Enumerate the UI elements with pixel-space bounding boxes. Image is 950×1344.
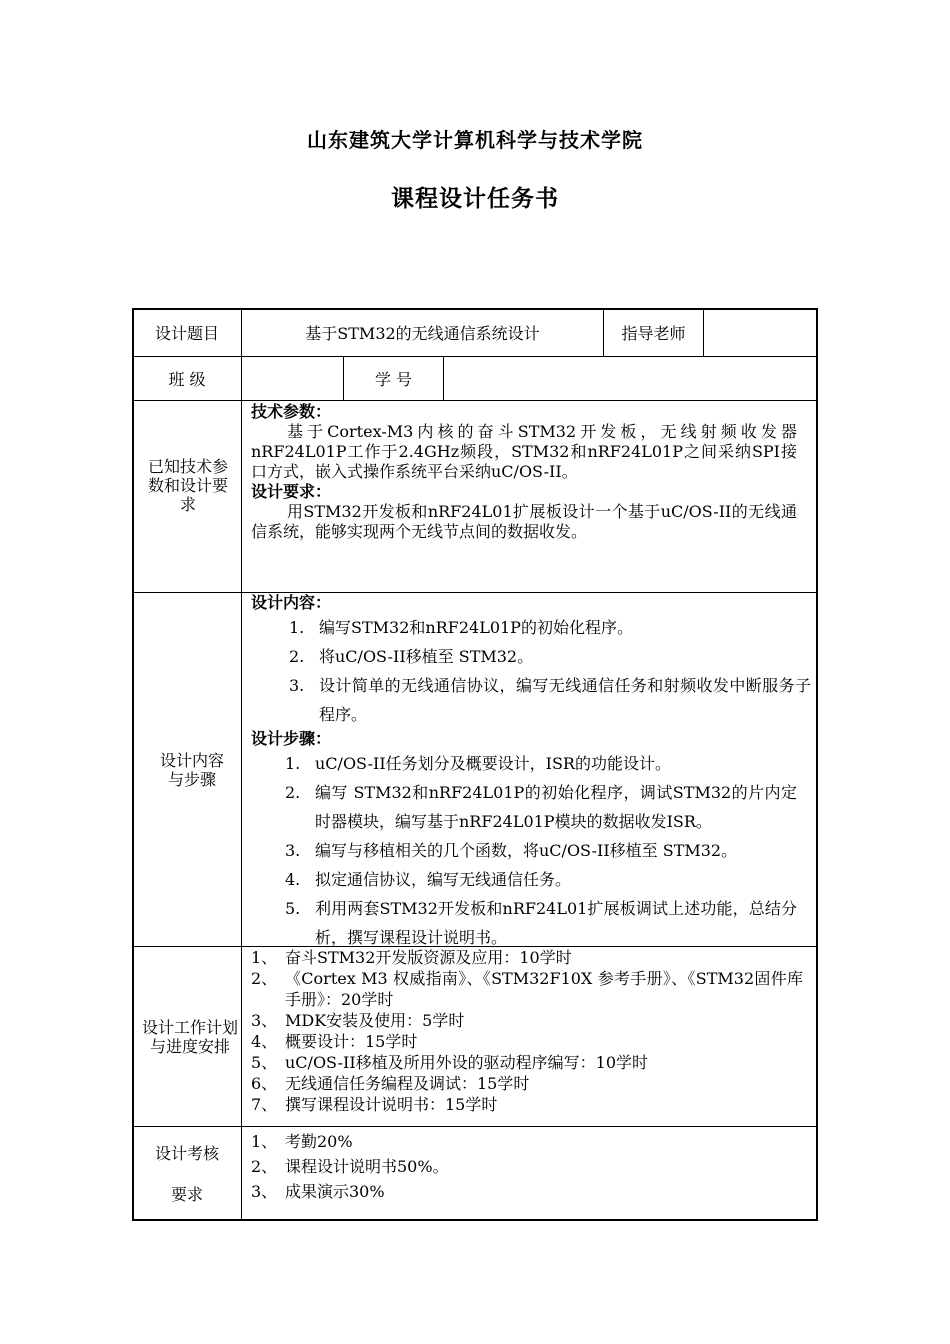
schedule-content	[251, 947, 803, 1115]
requirements-label: 已知技术参数和设计要求	[147, 456, 228, 514]
design-steps-heading: 设计步骤：	[251, 729, 332, 748]
schedule-item-number: 3、	[251, 1011, 278, 1030]
assessment-item	[251, 1129, 791, 1154]
schedule-item-text: 撰写课程设计说明书：15学时	[285, 1095, 498, 1114]
design-content-item	[289, 642, 811, 671]
design-content-item-text: 将uC/OS-II移植至 STM32。	[319, 647, 534, 666]
design-step-item-text: uC/OS-II任务划分及概要设计，ISR的功能设计。	[315, 754, 671, 773]
class-value[interactable]	[242, 357, 343, 400]
design-step-item-number: 1.	[285, 754, 301, 773]
design-step-item-number: 5.	[285, 899, 301, 918]
assessment-item	[251, 1154, 791, 1179]
school-name: 山东建筑大学计算机科学与技术学院	[307, 128, 643, 152]
advisor-value[interactable]	[704, 309, 817, 356]
schedule-item-number: 2、	[251, 969, 278, 988]
document-title: 课程设计任务书	[391, 185, 559, 212]
design-content-item	[289, 613, 811, 642]
design-step-item-text: 编写与移植相关的几个函数，将uC/OS-II移植至 STM32。	[315, 841, 738, 860]
topic-value: 基于STM32的无线通信系统设计	[305, 324, 540, 343]
schedule-label: 设计工作计划与进度安排	[141, 1017, 238, 1056]
label-column-divider	[241, 309, 242, 1220]
design-req-text: 用STM32开发板和nRF24L01扩展板设计一个基于uC/OS-II的无线通信系统，能够实现两个无线节点间的数据收发。	[251, 502, 797, 541]
content-steps-content	[251, 593, 811, 952]
schedule-item	[251, 947, 803, 968]
schedule-item	[251, 968, 803, 1010]
schedule-item-text: 奋斗STM32开发版资源及应用：10学时	[285, 948, 572, 967]
schedule-item-text: 《Cortex M3 权威指南》、《STM32F10X 参考手册》、《STM32固件库手册》：20学时	[285, 969, 803, 1009]
design-step-item-number: 2.	[285, 783, 301, 802]
design-step-item	[285, 865, 797, 894]
schedule-item	[251, 1094, 803, 1115]
design-content-item-text: 设计简单的无线通信协议，编写无线通信任务和射频收发中断服务子程序。	[319, 676, 811, 724]
assessment-item-number: 1、	[251, 1132, 278, 1151]
schedule-item-number: 6、	[251, 1074, 278, 1093]
assessment-item-text: 考勤20%	[285, 1132, 353, 1151]
design-step-item	[285, 778, 797, 836]
tech-params-text: 基于Cortex-M3内核的奋斗STM32开发板，无线射频收发器nRF24L01P工作于2.4GHz频段，STM32和nRF24L01P之间采纳SPI接口方式，嵌入式操作系统平台采纳uC/OS-II。	[251, 422, 797, 481]
design-step-item-number: 4.	[285, 870, 301, 889]
assessment-list	[251, 1129, 791, 1204]
design-content-list	[289, 613, 811, 729]
schedule-item-number: 5、	[251, 1053, 278, 1072]
class-label: 班 级	[168, 370, 206, 389]
design-step-item	[285, 836, 797, 865]
schedule-item-text: 无线通信任务编程及调试：15学时	[285, 1074, 530, 1093]
assessment-label: 设计考核 要求	[154, 1143, 219, 1204]
schedule-item	[251, 1010, 803, 1031]
schedule-item-text: 概要设计：15学时	[285, 1032, 418, 1051]
design-req-heading: 设计要求：	[251, 482, 332, 501]
design-content-item	[289, 671, 811, 729]
schedule-item-number: 4、	[251, 1032, 278, 1051]
design-content-item-number: 1.	[289, 618, 305, 637]
student-id-label: 学 号	[374, 370, 413, 389]
schedule-item-text: MDK安装及使用：5学时	[285, 1011, 465, 1030]
student-id-value[interactable]	[444, 357, 817, 400]
assessment-item-number: 3、	[251, 1182, 278, 1201]
design-step-item-number: 3.	[285, 841, 301, 860]
schedule-item	[251, 1052, 803, 1073]
row-divider	[133, 400, 817, 401]
tech-params-heading: 技术参数：	[251, 402, 332, 421]
content-steps-label: 设计内容与步骤	[159, 750, 224, 789]
assessment-content	[251, 1129, 791, 1204]
schedule-list	[251, 947, 803, 1115]
requirements-content	[251, 402, 797, 542]
schedule-item-number: 7、	[251, 1095, 278, 1114]
schedule-item-text: uC/OS-II移植及所用外设的驱动程序编写：10学时	[285, 1053, 649, 1072]
schedule-item	[251, 1073, 803, 1094]
design-content-item-number: 3.	[289, 676, 305, 695]
assessment-item-text: 课程设计说明书50%。	[285, 1157, 449, 1176]
design-content-item-number: 2.	[289, 647, 305, 666]
assessment-item-text: 成果演示30%	[285, 1182, 385, 1201]
topic-label: 设计题目	[154, 324, 219, 343]
schedule-item-number: 1、	[251, 948, 278, 967]
design-step-item	[285, 749, 797, 778]
design-steps-list	[285, 749, 811, 952]
schedule-item	[251, 1031, 803, 1052]
assessment-item-number: 2、	[251, 1157, 278, 1176]
design-step-item-text: 利用两套STM32开发板和nRF24L01扩展板调试上述功能，总结分析，撰写课程设计说明书。	[315, 899, 797, 947]
design-content-heading: 设计内容：	[251, 593, 332, 612]
design-step-item-text: 拟定通信协议，编写无线通信任务。	[315, 870, 572, 889]
design-step-item	[285, 894, 797, 952]
design-content-item-text: 编写STM32和nRF24L01P的初始化程序。	[319, 618, 633, 637]
advisor-label: 指导老师	[621, 324, 686, 343]
assessment-item	[251, 1179, 791, 1204]
design-step-item-text: 编写 STM32和nRF24L01P的初始化程序，调试STM32的片内定时器模块，编写基于nRF24L01P模块的数据收发ISR。	[315, 783, 797, 831]
